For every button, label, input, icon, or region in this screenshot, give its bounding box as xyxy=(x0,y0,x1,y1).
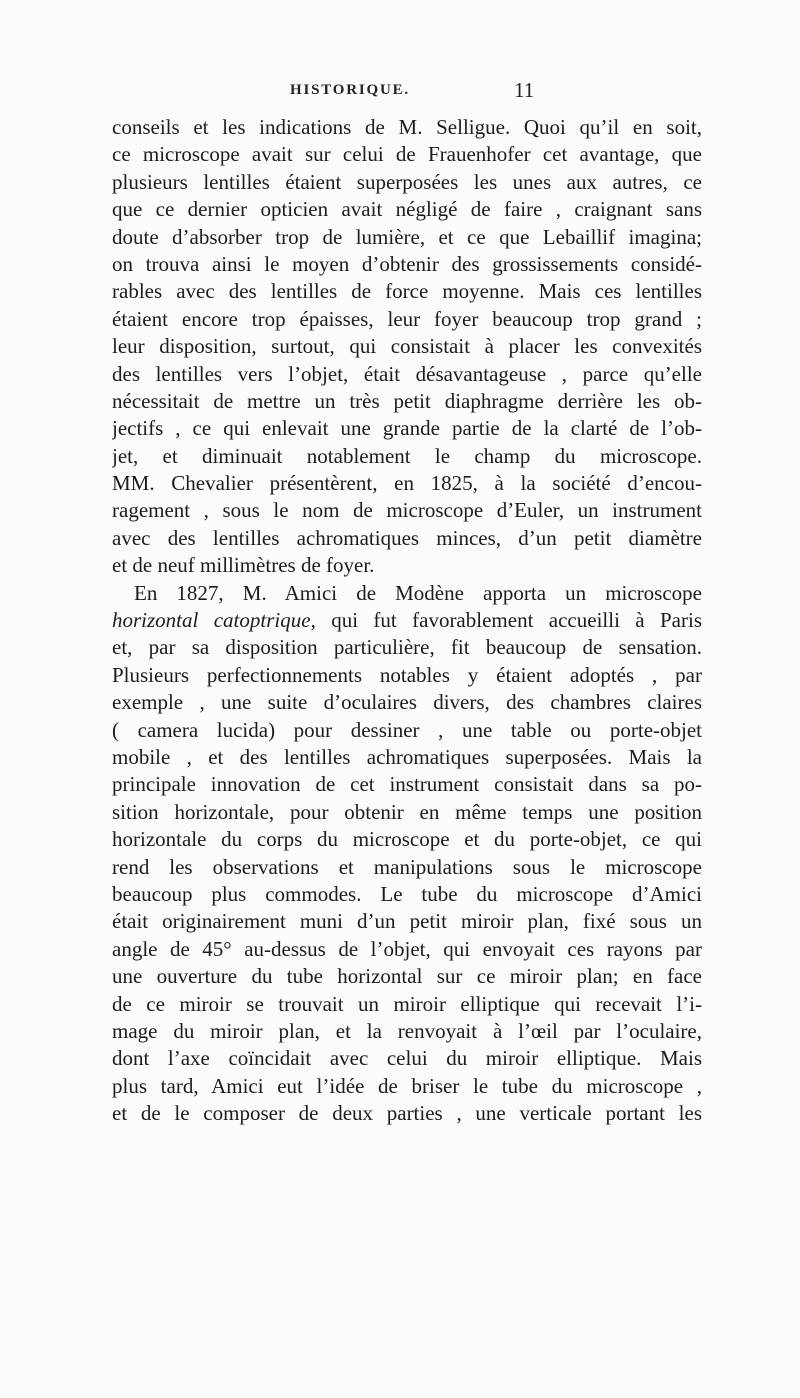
text-line: sition horizontale, pour obtenir en même temps une position xyxy=(112,799,702,824)
text-line: horizontale du corps du microscope et du porte-objet, ce qui xyxy=(112,827,702,852)
text-line: et, par sa disposition particulière, fit beaucoup de sensation. xyxy=(112,635,702,660)
page-number: 11 xyxy=(514,78,535,102)
running-head xyxy=(0,78,800,108)
text-line: rend les observations et manipulations sous le microscope xyxy=(112,854,702,879)
text-line: rables avec des lentilles de force moyenne. Mais ces lentilles xyxy=(112,279,702,304)
text-segment: , qui fut favorablement accueilli à Paris xyxy=(310,608,702,633)
text-line: exemple , une suite d’oculaires divers, des chambres claires xyxy=(112,690,702,715)
text-line: étaient encore trop épaisses, leur foyer beaucoup trop grand ; xyxy=(112,306,702,331)
text-line: mage du miroir plan, et la renvoyait à l’œil par l’oculaire, xyxy=(112,1018,702,1043)
text-line: de ce miroir se trouvait un miroir elliptique qui recevait l’i- xyxy=(112,991,702,1016)
italic-phrase: horizontal catoptrique xyxy=(112,608,311,633)
text-line: doute d’absorber trop de lumière, et ce que Lebaillif imagina; xyxy=(112,224,702,249)
text-line: était originairement muni d’un petit miroir plan, fixé sous un xyxy=(112,909,702,934)
text-line: MM. Chevalier présentèrent, en 1825, à la société d’encou- xyxy=(112,471,702,496)
text-line: des lentilles vers l’objet, était désavantageuse , parce qu’elle xyxy=(112,361,702,386)
text-line: dont l’axe coïncidait avec celui du miroir elliptique. Mais xyxy=(112,1046,702,1071)
text-line: angle de 45° au-dessus de l’objet, qui envoyait ces rayons par xyxy=(112,936,702,961)
text-line: et de neuf millimètres de foyer. xyxy=(112,553,375,578)
text-line: avec des lentilles achromatiques minces, d’un petit diamètre xyxy=(112,525,702,550)
text-line: principale innovation de cet instrument consistait dans sa po- xyxy=(112,772,702,797)
text-line: leur disposition, surtout, qui consistait à placer les convexités xyxy=(112,334,702,359)
text-line: jectifs , ce qui enlevait une grande partie de la clarté de l’ob- xyxy=(112,416,702,441)
text-line: nécessitait de mettre un très petit diaphragme derrière les ob- xyxy=(112,388,702,413)
text-line: ( camera lucida) pour dessiner , une table ou porte-objet xyxy=(112,717,702,742)
text-line: ce microscope avait sur celui de Frauenhofer cet avantage, que xyxy=(112,142,702,167)
text-line xyxy=(112,607,702,634)
text-line: mobile , et des lentilles achromatiques superposées. Mais la xyxy=(112,744,702,769)
text-line: jet, et diminuait notablement le champ du microscope. xyxy=(112,443,702,468)
text-line: plus tard, Amici eut l’idée de briser le tube du microscope , xyxy=(112,1073,702,1098)
text-line: plusieurs lentilles étaient superposées les unes aux autres, ce xyxy=(112,169,702,194)
text-line: on trouva ainsi le moyen d’obtenir des grossissements considé- xyxy=(112,251,702,276)
text-line: conseils et les indications de M. Selligue. Quoi qu’il en soit, xyxy=(112,115,702,139)
text-line: une ouverture du tube horizontal sur ce miroir plan; en face xyxy=(112,964,702,989)
body-text xyxy=(112,114,702,1127)
text-line: que ce dernier opticien avait négligé de faire , craignant sans xyxy=(112,197,702,222)
text-line: beaucoup plus commodes. Le tube du microscope d’Amici xyxy=(112,881,702,906)
text-line: ragement , sous le nom de microscope d’Euler, un instrument xyxy=(112,498,702,523)
text-line: Plusieurs perfectionnements notables y étaient adoptés , par xyxy=(112,662,702,687)
text-line: En 1827, M. Amici de Modène apporta un microscope xyxy=(134,580,702,605)
text-line: et de le composer de deux parties , une verticale portant les xyxy=(112,1101,702,1126)
running-title: HISTORIQUE. xyxy=(290,82,410,98)
